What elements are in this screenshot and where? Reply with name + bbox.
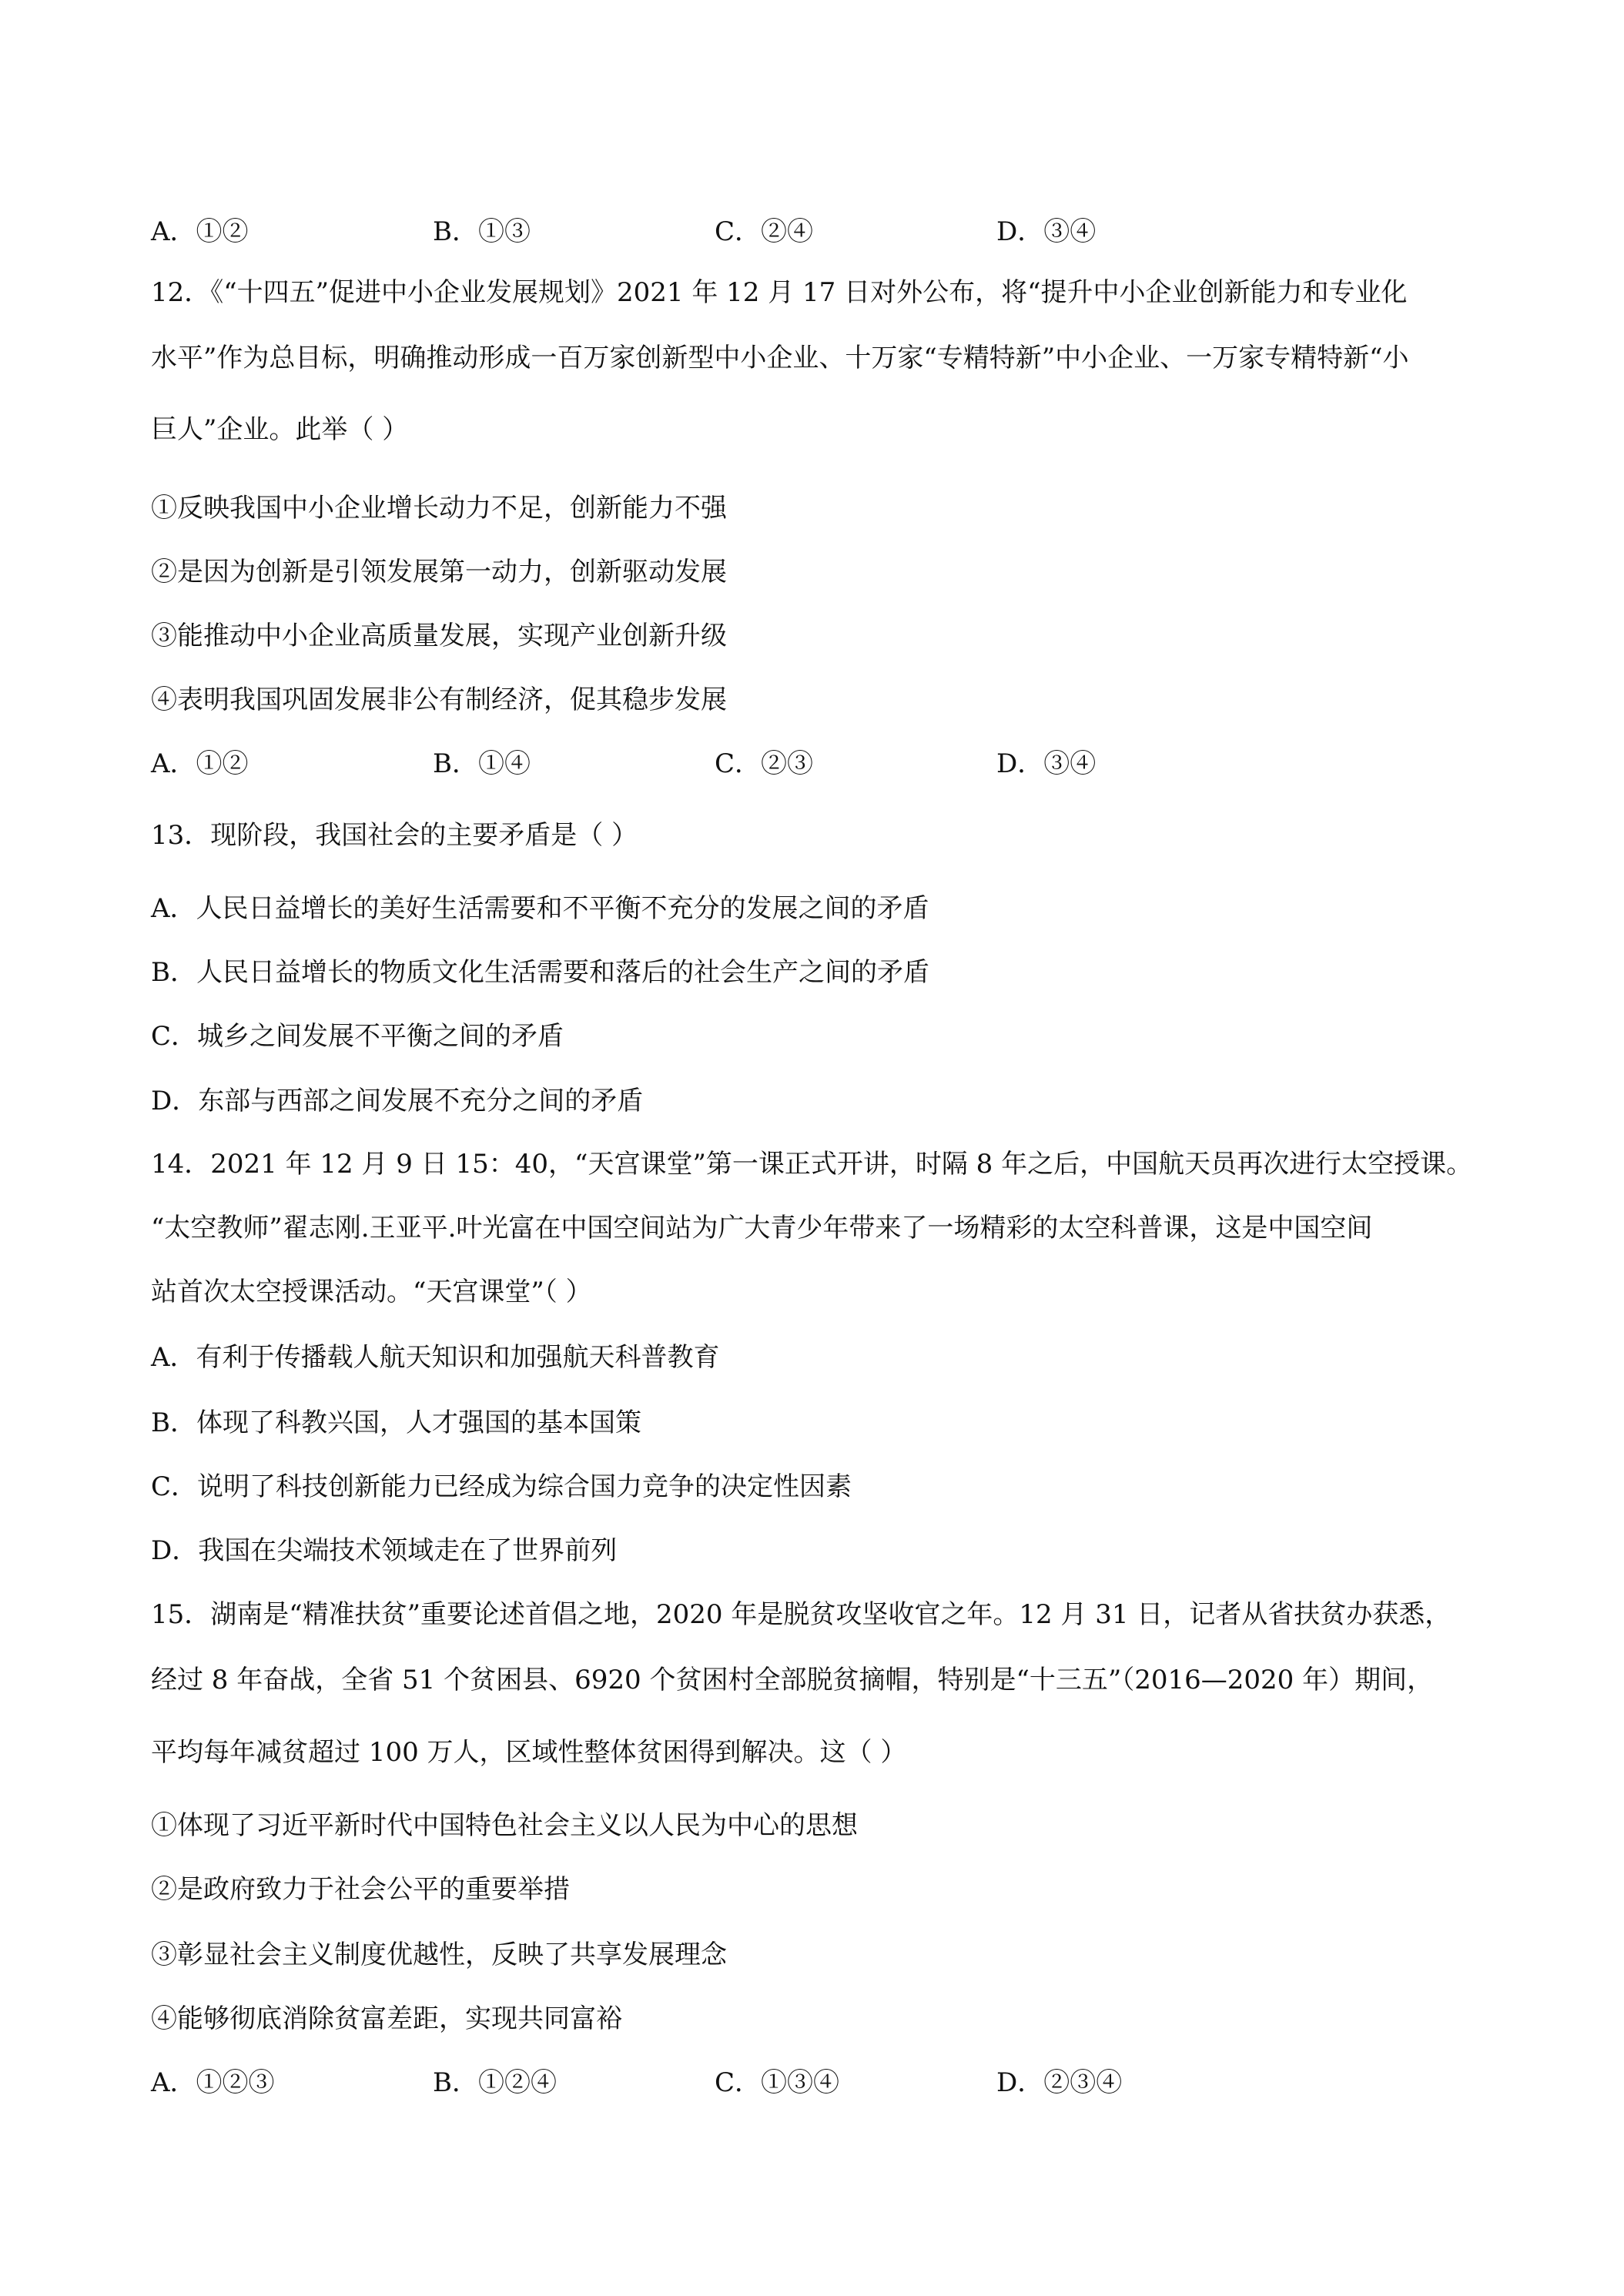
q12-options (151, 747, 1306, 781)
q14-choice-b: B．体现了科教兴国，人才强国的基本国策 (151, 1407, 641, 1438)
q11-option-d: D．③④ (996, 216, 1097, 247)
q12-stem-line-3: 巨人”企业。此举（ ） (151, 414, 409, 445)
q11-options (151, 215, 1306, 249)
q15-statement-1: ①体现了习近平新时代中国特色社会主义以人民为中心的思想 (151, 1810, 858, 1841)
q14-choice-d: D．我国在尖端技术领域走在了世界前列 (151, 1535, 618, 1566)
q15-statement-4: ④能够彻底消除贫富差距，实现共同富裕 (151, 2003, 622, 2034)
q13-stem: 13．现阶段，我国社会的主要矛盾是（ ） (151, 820, 638, 851)
q15-option-d: D．②③④ (996, 2067, 1123, 2098)
q15-statement-2: ②是政府致力于社会公平的重要举措 (151, 1874, 570, 1905)
q11-option-b: B．①③ (433, 216, 531, 247)
q14-choice-a: A．有利于传播载人航天知识和加强航天科普教育 (151, 1342, 720, 1373)
q15-options (151, 2066, 1306, 2100)
q13-choice-b: B．人民日益增长的物质文化生活需要和落后的社会生产之间的矛盾 (151, 957, 929, 988)
q14-choice-c: C．说明了科技创新能力已经成为综合国力竞争的决定性因素 (151, 1471, 852, 1502)
q12-statement-1: ①反映我国中小企业增长动力不足，创新能力不强 (151, 493, 727, 524)
q13-choice-c: C．城乡之间发展不平衡之间的矛盾 (151, 1021, 564, 1052)
q13-choice-d: D．东部与西部之间发展不充分之间的矛盾 (151, 1086, 644, 1116)
q12-stem-line-2: 水平”作为总目标，明确推动形成一百万家创新型中小企业、十万家“专精特新”中小企业、一万家专精特新“小 (151, 343, 1409, 373)
q12-option-c: C．②③ (715, 748, 814, 779)
q15-option-c: C．①③④ (715, 2067, 840, 2098)
q12-option-d: D．③④ (996, 748, 1097, 779)
q12-option-a: A．①② (151, 748, 249, 779)
q14-stem-line-2: “太空教师”翟志刚.王亚平.叶光富在中国空间站为广大青少年带来了一场精彩的太空科普课，这是中国空间 (151, 1213, 1373, 1243)
q14-stem-line-3: 站首次太空授课活动。“天宫课堂”（ ） (151, 1277, 592, 1307)
q11-option-c: C．②④ (715, 216, 814, 247)
q11-option-a: A．①② (151, 216, 249, 247)
q15-statement-3: ③彰显社会主义制度优越性，反映了共享发展理念 (151, 1940, 727, 1970)
q12-statement-3: ③能推动中小企业高质量发展，实现产业创新升级 (151, 621, 727, 651)
q12-statement-2: ②是因为创新是引领发展第一动力，创新驱动发展 (151, 557, 727, 587)
q15-option-a: A．①②③ (151, 2067, 275, 2098)
q12-statement-4: ④表明我国巩固发展非公有制经济，促其稳步发展 (151, 684, 727, 715)
q12-option-b: B．①④ (433, 748, 531, 779)
q15-stem-line-3: 平均每年减贫超过 100 万人，区域性整体贫困得到解决。这（ ） (151, 1737, 907, 1768)
q15-stem-line-1: 15．湖南是“精准扶贫”重要论述首倡之地，2020 年是脱贫攻坚收官之年。12 月 31 日，记者从省扶贫办获悉， (151, 1599, 1452, 1630)
q13-choice-a: A．人民日益增长的美好生活需要和不平衡不充分的发展之间的矛盾 (151, 893, 929, 924)
q15-option-b: B．①②④ (433, 2067, 557, 2098)
q15-stem-line-2: 经过 8 年奋战，全省 51 个贫困县、6920 个贫困村全部脱贫摘帽，特别是“十三五”（2016—2020 年）期间， (151, 1665, 1434, 1695)
q12-stem-line-1: 12．《“十四五”促进中小企业发展规划》2021 年 12 月 17 日对外公布，将“提升中小企业创新能力和专业化 (151, 277, 1408, 308)
q14-stem-line-1: 14．2021 年 12 月 9 日 15：40，“天宫课堂”第一课正式开讲，时隔 8 年之后，中国航天员再次进行太空授课。 (151, 1149, 1473, 1180)
